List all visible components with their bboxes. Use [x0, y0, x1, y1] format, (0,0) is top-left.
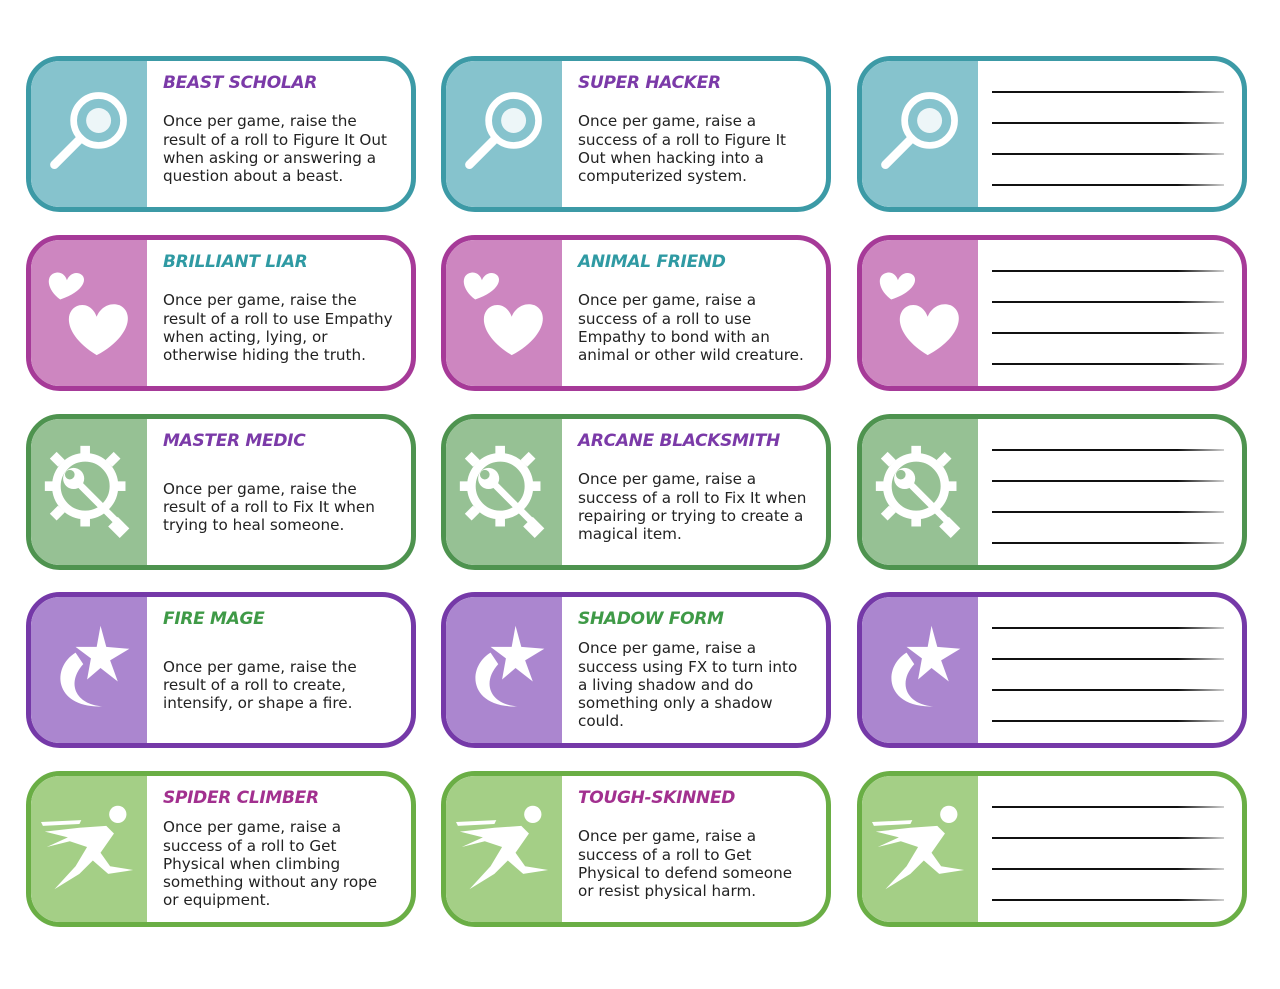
- card-icon-panel: [862, 61, 978, 207]
- card-title: BRILLIANT LIAR: [163, 252, 308, 272]
- shooting-star-icon: [872, 620, 968, 721]
- hearts-icon: [456, 263, 552, 364]
- runner-icon: [872, 799, 968, 900]
- write-in-line: [992, 184, 1224, 186]
- card-icon-panel: [31, 61, 147, 207]
- card-icon-panel: [31, 419, 147, 565]
- write-in-line: [992, 720, 1224, 722]
- blank-card: [857, 414, 1247, 570]
- gear-wrench-icon: [456, 442, 552, 543]
- shooting-star-icon: [456, 620, 552, 721]
- card-description: Once per game, raise the result of a roll to create, intensify, or shape a fire.: [163, 657, 357, 713]
- card-description: Once per game, raise the result of a roll to Fix It when trying to heal someone.: [163, 479, 375, 535]
- blank-card: [857, 592, 1247, 748]
- card-description: Once per game, raise the result of a roll to Figure It Out when asking or answering a question about a beast.: [163, 112, 387, 186]
- ability-card: [441, 414, 831, 570]
- magnifier-icon: [41, 84, 137, 185]
- write-in-line: [992, 658, 1224, 660]
- card-icon-panel: [446, 419, 562, 565]
- card-icon-panel: [31, 776, 147, 922]
- write-in-line: [992, 627, 1224, 629]
- write-in-lines: [978, 61, 1246, 207]
- card-body: [147, 776, 411, 922]
- ability-card: [26, 592, 416, 748]
- write-in-lines: [978, 419, 1246, 565]
- card-body: [147, 240, 411, 386]
- card-icon-panel: [446, 597, 562, 743]
- write-in-line: [992, 270, 1224, 272]
- ability-card: [441, 592, 831, 748]
- card-body: [147, 597, 411, 743]
- write-in-line: [992, 806, 1224, 808]
- card-body: [147, 419, 411, 565]
- blank-card: [857, 771, 1247, 927]
- ability-card: [26, 771, 416, 927]
- card-body: [147, 61, 411, 207]
- card-description: Once per game, raise a success of a roll to Figure It Out when hacking into a computerized system.: [578, 112, 787, 186]
- card-description: Once per game, raise a success using FX to turn into a living shadow and do something only a shadow could.: [578, 639, 798, 731]
- write-in-line: [992, 332, 1224, 334]
- write-in-line: [992, 153, 1224, 155]
- write-in-lines: [978, 597, 1246, 743]
- card-description: Once per game, raise a success of a roll to Fix It when repairing or trying to create a magical item.: [578, 470, 807, 544]
- card-body: [562, 240, 826, 386]
- ability-card: [441, 235, 831, 391]
- card-title: ANIMAL FRIEND: [578, 252, 726, 272]
- ability-card: [26, 56, 416, 212]
- write-in-line: [992, 868, 1224, 870]
- hearts-icon: [872, 263, 968, 364]
- magnifier-icon: [456, 84, 552, 185]
- shooting-star-icon: [41, 620, 137, 721]
- runner-icon: [456, 799, 552, 900]
- hearts-icon: [41, 263, 137, 364]
- card-body: [562, 61, 826, 207]
- card-title: SHADOW FORM: [578, 609, 724, 629]
- card-title: FIRE MAGE: [163, 609, 265, 629]
- ability-card: [26, 235, 416, 391]
- card-title: SUPER HACKER: [578, 73, 721, 93]
- write-in-line: [992, 899, 1224, 901]
- blank-card: [857, 235, 1247, 391]
- ability-card: [441, 56, 831, 212]
- card-title: MASTER MEDIC: [163, 431, 306, 451]
- ability-card: [26, 414, 416, 570]
- gear-wrench-icon: [41, 442, 137, 543]
- card-icon-panel: [31, 597, 147, 743]
- card-description: Once per game, raise the result of a roll to use Empathy when acting, lying, or otherwise hiding the truth.: [163, 291, 393, 365]
- write-in-line: [992, 91, 1224, 93]
- card-icon-panel: [862, 776, 978, 922]
- write-in-line: [992, 449, 1224, 451]
- card-description: Once per game, raise a success of a roll to Get Physical when climbing something without any rope or equipment.: [163, 818, 378, 910]
- card-description: Once per game, raise a success of a roll to use Empathy to bond with an animal or other wild creature.: [578, 291, 804, 365]
- write-in-line: [992, 511, 1224, 513]
- write-in-line: [992, 301, 1224, 303]
- gear-wrench-icon: [872, 442, 968, 543]
- write-in-lines: [978, 776, 1246, 922]
- card-icon-panel: [446, 240, 562, 386]
- card-icon-panel: [862, 240, 978, 386]
- write-in-line: [992, 122, 1224, 124]
- card-title: BEAST SCHOLAR: [163, 73, 318, 93]
- ability-card: [441, 771, 831, 927]
- runner-icon: [41, 799, 137, 900]
- card-body: [562, 419, 826, 565]
- card-body: [562, 597, 826, 743]
- write-in-line: [992, 363, 1224, 365]
- card-icon-panel: [446, 776, 562, 922]
- card-icon-panel: [862, 419, 978, 565]
- write-in-line: [992, 689, 1224, 691]
- card-description: Once per game, raise a success of a roll to Get Physical to defend someone or resist physical harm.: [578, 827, 793, 901]
- card-title: ARCANE BLACKSMITH: [578, 431, 780, 451]
- card-body: [562, 776, 826, 922]
- card-icon-panel: [446, 61, 562, 207]
- write-in-line: [992, 480, 1224, 482]
- card-icon-panel: [862, 597, 978, 743]
- write-in-lines: [978, 240, 1246, 386]
- write-in-line: [992, 837, 1224, 839]
- card-icon-panel: [31, 240, 147, 386]
- card-title: TOUGH-SKINNED: [578, 788, 736, 808]
- write-in-line: [992, 542, 1224, 544]
- blank-card: [857, 56, 1247, 212]
- magnifier-icon: [872, 84, 968, 185]
- card-title: SPIDER CLIMBER: [163, 788, 319, 808]
